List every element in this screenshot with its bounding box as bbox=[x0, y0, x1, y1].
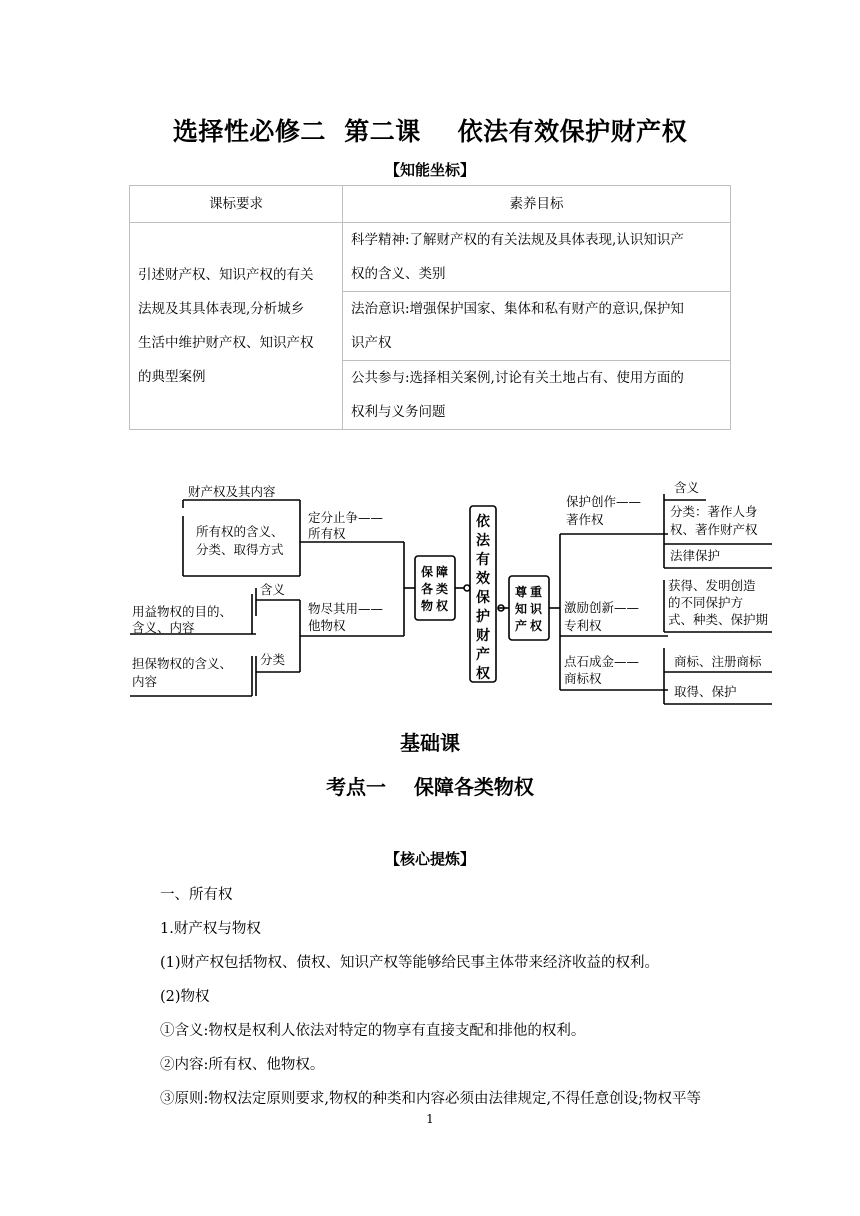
section-heading-knowledge-coordinates: 【知能坐标】 bbox=[384, 161, 475, 179]
map-leaf: 分类：著作人身 bbox=[670, 504, 758, 519]
goal-table bbox=[129, 185, 731, 430]
map-leaf: 式、种类、保护期 bbox=[668, 612, 769, 627]
requirement-line: 法规及其具体表现,分析城乡 bbox=[138, 301, 305, 317]
map-leaf: 财产权及其内容 bbox=[188, 484, 276, 499]
map-leaf: 法律保护 bbox=[670, 548, 721, 563]
map-label: 专利权 bbox=[564, 618, 602, 633]
center-node bbox=[476, 513, 491, 682]
section-core: 【核心提炼】 bbox=[384, 850, 475, 868]
page-title: 选择性必修二 第二课 依法有效保护财产权 bbox=[172, 117, 688, 146]
left-hub-vert-char: 类 bbox=[435, 582, 449, 596]
goal-line: 权的含义、类别 bbox=[351, 266, 446, 282]
requirement-line: 的典型案例 bbox=[138, 369, 206, 385]
center-vert-char: 财 bbox=[476, 628, 490, 644]
section-point-one: 考点一 保障各类物权 bbox=[326, 775, 534, 799]
right-hub-vert-char: 识 bbox=[529, 602, 543, 616]
right-hub-vert-char: 产 bbox=[514, 619, 528, 633]
map-leaf: 含义 bbox=[674, 480, 700, 495]
right-hub-vert-char: 尊 bbox=[514, 585, 528, 599]
left-hub-vert-char: 权 bbox=[435, 599, 449, 613]
map-leaf: 权、著作财产权 bbox=[670, 522, 758, 537]
body-paragraph: ③原则:物权法定原则要求,物权的种类和内容必须由法律规定,不得任意创设;物权平等 bbox=[160, 1091, 701, 1107]
center-vert-char: 保 bbox=[476, 590, 490, 606]
map-leaf: 获得、发明创造 bbox=[668, 578, 756, 593]
map-leaf: 取得、保护 bbox=[674, 684, 737, 699]
map-leaf: 担保物权的含义、 bbox=[132, 656, 233, 671]
body-paragraph: 一、所有权 bbox=[160, 887, 233, 903]
requirement-line: 生活中维护财产权、知识产权 bbox=[138, 335, 314, 351]
body-paragraph: 1.财产权与物权 bbox=[160, 921, 261, 937]
goal-line: 法治意识:增强保护国家、集体和私有财产的意识,保护知 bbox=[351, 301, 684, 317]
mind-map bbox=[128, 476, 776, 712]
map-label: 著作权 bbox=[566, 512, 604, 527]
map-leaf: 用益物权的目的、 bbox=[132, 604, 233, 619]
page-number: 1 bbox=[426, 1112, 434, 1126]
map-label: 所有权 bbox=[308, 526, 346, 541]
right-hub-vert-char: 权 bbox=[529, 619, 543, 633]
goal-line: 公共参与:选择相关案例,讨论有关土地占有、使用方面的 bbox=[351, 370, 684, 386]
map-tag: 分类 bbox=[260, 652, 286, 667]
left-hub-vert-char: 各 bbox=[420, 582, 434, 596]
goal-cell-law bbox=[343, 292, 731, 361]
map-label: 激励创新—— bbox=[564, 600, 640, 615]
map-leaf: 分类、取得方式 bbox=[196, 542, 284, 557]
goal-line: 科学精神:了解财产权的有关法规及具体表现,认识知识产 bbox=[351, 232, 684, 248]
goal-cell-science bbox=[343, 223, 731, 292]
requirement-line: 引述财产权、知识产权的有关 bbox=[138, 267, 314, 283]
left-hub-vert-char: 物 bbox=[420, 599, 434, 613]
center-vert-char: 效 bbox=[476, 571, 490, 587]
map-label: 定分止争—— bbox=[308, 510, 384, 525]
right-hub-node bbox=[515, 584, 543, 633]
section-basic: 基础课 bbox=[400, 731, 460, 755]
map-label: 点石成金—— bbox=[564, 654, 640, 669]
requirements-cell bbox=[130, 223, 343, 430]
goal-line: 权利与义务问题 bbox=[351, 404, 446, 420]
left-hub-vert-char: 障 bbox=[435, 565, 449, 579]
body-paragraph: (1)财产权包括物权、债权、知识产权等能够给民事主体带来经济收益的权利。 bbox=[160, 955, 660, 971]
map-label: 商标权 bbox=[564, 671, 602, 686]
goal-line: 识产权 bbox=[351, 335, 392, 351]
map-leaf: 商标、注册商标 bbox=[674, 654, 762, 669]
map-label: 物尽其用—— bbox=[308, 601, 384, 616]
center-vert-char: 产 bbox=[476, 647, 490, 663]
center-vert-char: 法 bbox=[476, 533, 490, 549]
center-vert-char: 权 bbox=[476, 666, 490, 682]
map-tag: 含义 bbox=[260, 582, 286, 597]
map-leaf: 所有权的含义、 bbox=[196, 524, 284, 539]
left-hub-vert-char: 保 bbox=[420, 565, 434, 579]
table-header-goals: 素养目标 bbox=[343, 186, 731, 223]
map-leaf: 内容 bbox=[132, 674, 158, 689]
center-vert-char: 护 bbox=[476, 609, 490, 625]
right-hub-vert-char: 重 bbox=[529, 585, 543, 599]
map-leaf: 的不同保护方 bbox=[668, 595, 744, 610]
table-header-requirements: 课标要求 bbox=[130, 186, 343, 223]
body-paragraph: (2)物权 bbox=[160, 989, 210, 1005]
goal-cell-public bbox=[343, 361, 731, 430]
center-vert-char: 有 bbox=[476, 552, 490, 568]
right-hub-vert-char: 知 bbox=[514, 602, 528, 616]
body-paragraph: ②内容:所有权、他物权。 bbox=[160, 1057, 325, 1073]
body-paragraph: ①含义:物权是权利人依法对特定的物享有直接支配和排他的权利。 bbox=[160, 1023, 586, 1039]
center-vert-char: 依 bbox=[476, 514, 490, 530]
left-hub-node bbox=[421, 564, 449, 613]
map-label: 保护创作—— bbox=[566, 494, 642, 509]
map-leaf: 含义、内容 bbox=[132, 620, 195, 635]
map-label: 他物权 bbox=[308, 618, 346, 633]
